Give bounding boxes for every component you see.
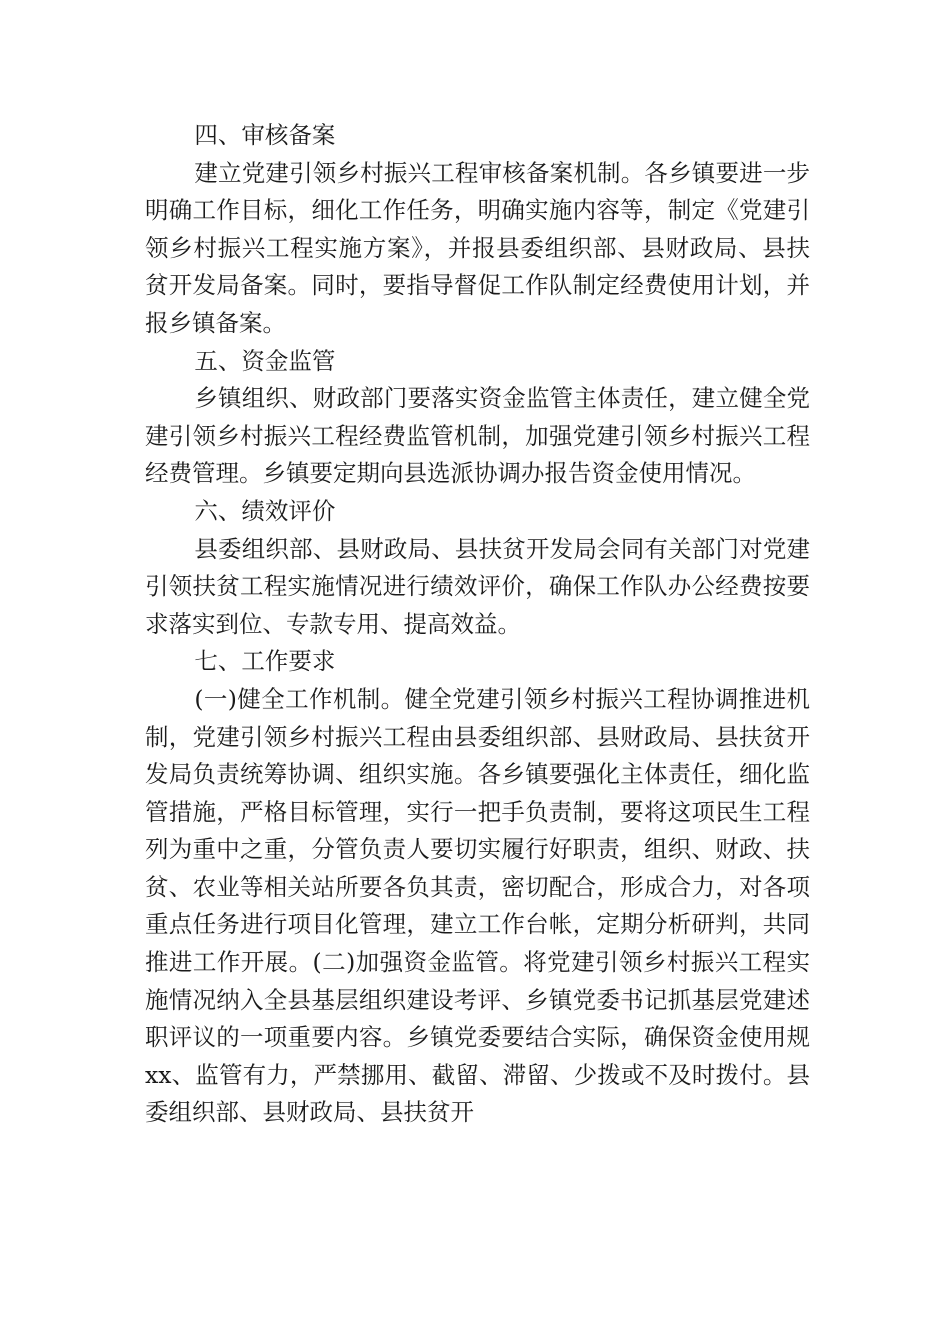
section-heading-fund-supervision: 五、资金监管	[194, 346, 336, 375]
document-page	[145, 117, 810, 1132]
section-heading-work-requirements: 七、工作要求	[194, 647, 336, 676]
section-heading-performance-evaluation: 六、绩效评价	[194, 496, 336, 525]
section-body-performance-evaluation: 县委组织部、县财政局、县扶贫开发局会同有关部门对党建引领扶贫工程实施情况进行绩效评价，确保工作队办公经费按要求落实到位、专款专用、提高效益。	[145, 534, 810, 638]
section-body-audit-filing: 建立党建引领乡村振兴工程审核备案机制。各乡镇要进一步明确工作目标，细化工作任务，明确实施内容等，制定《党建引领乡村振兴工程实施方案》，并报县委组织部、县财政局、县扶贫开发局备案。同时，要指导督促工作队制定经费使用计划，并报乡镇备案。	[145, 158, 810, 337]
section-heading-audit-filing: 四、审核备案	[194, 121, 336, 149]
section-body-fund-supervision: 乡镇组织、财政部门要落实资金监管主体责任，建立健全党建引领乡村振兴工程经费监管机制，加强党建引领乡村振兴工程经费管理。乡镇要定期向县选派协调办报告资金使用情况。	[145, 384, 810, 488]
section-body-work-requirements: (一)健全工作机制。健全党建引领乡村振兴工程协调推进机制，党建引领乡村振兴工程由县委组织部、县财政局、县扶贫开发局负责统筹协调、组织实施。各乡镇要强化主体责任，细化监管措施，严格目标管理，实行一把手负责制，要将这项民生工程列为重中之重，分管负责人要切实履行好职责，组织、财政、扶贫、农业等相关站所要各负其责，密切配合，形成合力，对各项重点任务进行项目化管理，建立工作台帐，定期分析研判，共同推进工作开展。(二)加强资金监管。将党建引领乡村振兴工程实施情况纳入全县基层组织建设考评、乡镇党委书记抓基层党建述职评议的一项重要内容。乡镇党委要结合实际，确保资金使用规xx、监管有力，严禁挪用、截留、滞留、少拨或不及时拨付。县委组织部、县财政局、县扶贫开	[145, 684, 810, 1127]
